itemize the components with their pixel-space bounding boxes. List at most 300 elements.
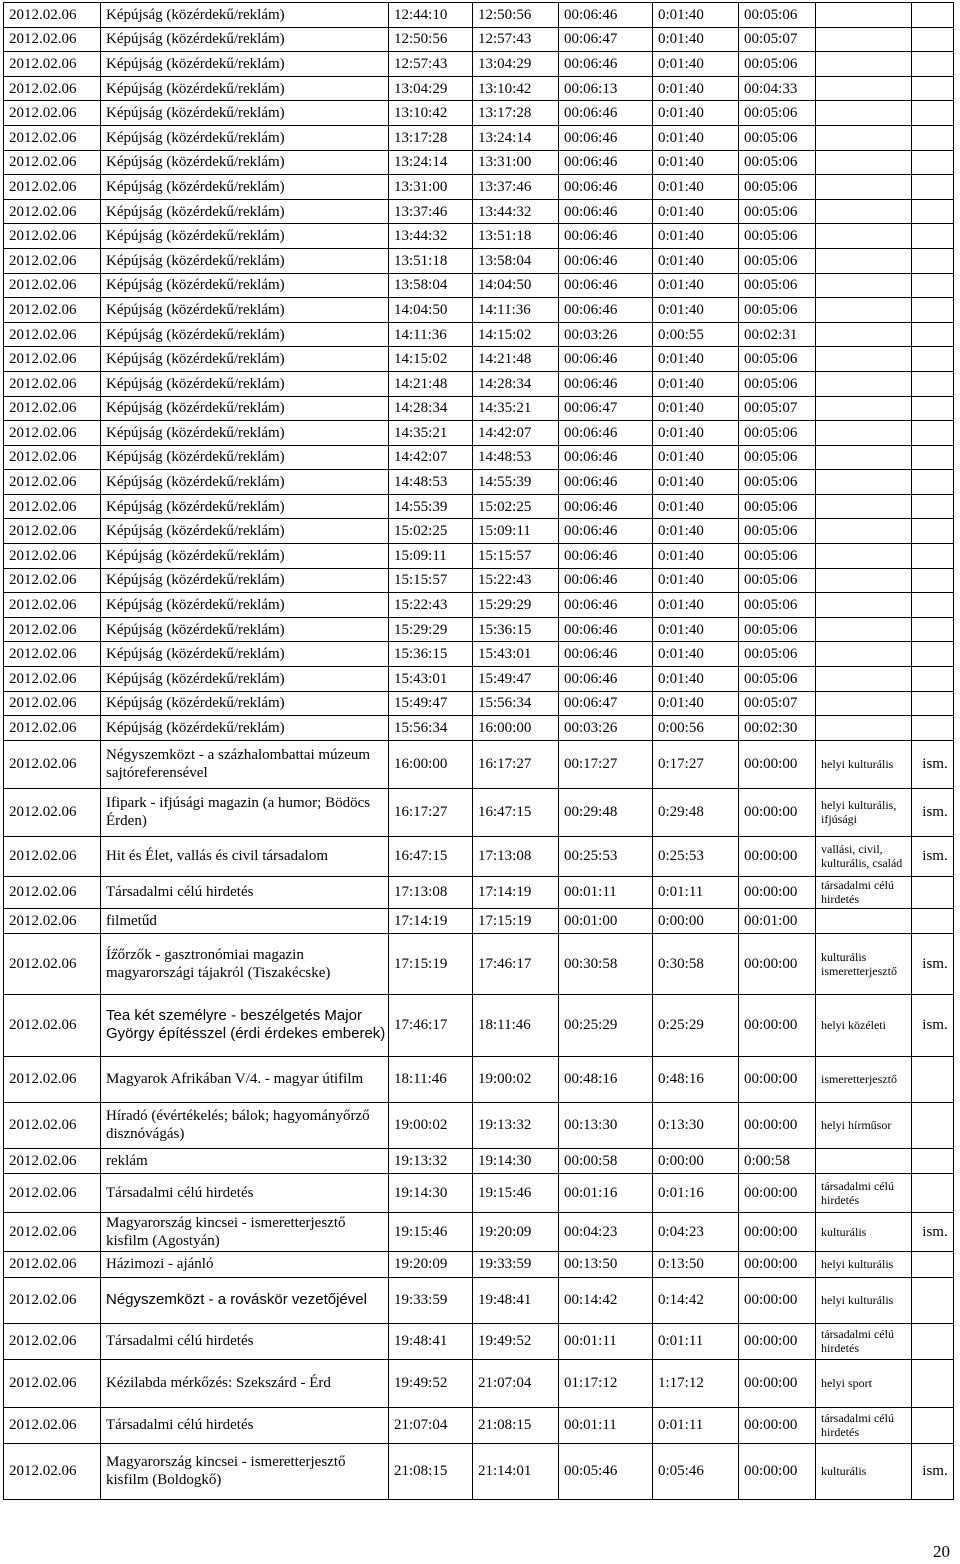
cell-end-time: 15:56:34 [473,691,559,716]
cell-rerun-flag [912,445,954,470]
cell-ad-length: 00:05:06 [739,150,816,175]
cell-ad-length: 00:00:00 [739,1212,816,1251]
cell-rerun-flag [912,273,954,298]
cell-category [816,544,912,569]
table-row [4,593,954,618]
cell-rerun-flag [912,716,954,741]
cell-ad-length: 00:05:06 [739,642,816,667]
cell-program-length: 1:17:12 [653,1359,739,1407]
cell-start-time: 13:51:18 [389,248,473,273]
cell-date: 2012.02.06 [4,298,101,323]
table-row [4,371,954,396]
cell-rerun-flag [912,593,954,618]
cell-program-title: Négyszemközt - a százhalombattai múzeum sajtóreferensével [101,740,389,788]
cell-end-time: 15:36:15 [473,617,559,642]
cell-rerun-flag [912,667,954,692]
table-row [4,322,954,347]
cell-category [816,273,912,298]
cell-start-time: 13:44:32 [389,224,473,249]
cell-start-time: 16:00:00 [389,740,473,788]
cell-end-time: 14:28:34 [473,371,559,396]
cell-rerun-flag [912,421,954,446]
table-row [4,52,954,77]
cell-start-time: 15:49:47 [389,691,473,716]
cell-category [816,1148,912,1173]
table-row [4,1277,954,1323]
cell-program-title: Ifipark - ifjúsági magazin (a humor; Bödöcs Érden) [101,788,389,836]
cell-end-time: 19:49:52 [473,1323,559,1359]
cell-program-length: 0:01:40 [653,125,739,150]
cell-duration: 01:17:12 [559,1359,653,1407]
cell-program-length: 0:00:00 [653,1148,739,1173]
cell-ad-length: 00:05:06 [739,224,816,249]
cell-program-title: Négyszemközt - a rováskör vezetőjével [101,1277,389,1323]
table-row [4,691,954,716]
cell-program-length: 0:05:46 [653,1443,739,1499]
table-row [4,3,954,28]
cell-start-time: 15:36:15 [389,642,473,667]
cell-category [816,52,912,77]
cell-start-time: 19:20:09 [389,1251,473,1277]
cell-duration: 00:06:46 [559,273,653,298]
cell-program-length: 0:48:16 [653,1056,739,1102]
cell-duration: 00:03:26 [559,716,653,741]
cell-date: 2012.02.06 [4,933,101,994]
cell-duration: 00:06:46 [559,494,653,519]
cell-start-time: 13:37:46 [389,199,473,224]
cell-rerun-flag [912,1148,954,1173]
cell-end-time: 19:48:41 [473,1277,559,1323]
cell-ad-length: 00:05:06 [739,667,816,692]
cell-end-time: 14:42:07 [473,421,559,446]
cell-date: 2012.02.06 [4,617,101,642]
cell-rerun-flag [912,544,954,569]
table-row [4,617,954,642]
cell-end-time: 12:50:56 [473,3,559,28]
cell-rerun-flag [912,876,954,908]
cell-end-time: 14:48:53 [473,445,559,470]
cell-category: helyi kulturális [816,740,912,788]
table-row [4,642,954,667]
cell-program-length: 0:01:40 [653,76,739,101]
cell-program-title: Képújság (közérdekű/reklám) [101,593,389,618]
cell-end-time: 16:47:15 [473,788,559,836]
cell-end-time: 21:08:15 [473,1407,559,1443]
cell-program-length: 0:01:40 [653,667,739,692]
cell-duration: 00:01:16 [559,1173,653,1212]
cell-duration: 00:06:46 [559,52,653,77]
cell-date: 2012.02.06 [4,371,101,396]
table-row [4,298,954,323]
cell-end-time: 13:10:42 [473,76,559,101]
cell-program-length: 0:01:40 [653,150,739,175]
cell-end-time: 14:15:02 [473,322,559,347]
cell-program-length: 0:01:40 [653,101,739,126]
cell-category [816,716,912,741]
table-row [4,667,954,692]
cell-date: 2012.02.06 [4,175,101,200]
cell-program-length: 0:01:16 [653,1173,739,1212]
cell-end-time: 14:55:39 [473,470,559,495]
cell-program-length: 0:01:40 [653,642,739,667]
cell-rerun-flag [912,347,954,372]
cell-program-title: filmetűd [101,908,389,933]
cell-category [816,27,912,52]
cell-duration: 00:06:46 [559,150,653,175]
cell-date: 2012.02.06 [4,27,101,52]
cell-program-length: 0:01:40 [653,445,739,470]
cell-program-length: 0:01:40 [653,568,739,593]
cell-date: 2012.02.06 [4,716,101,741]
cell-duration: 00:06:46 [559,470,653,495]
cell-start-time: 15:22:43 [389,593,473,618]
cell-start-time: 14:48:53 [389,470,473,495]
cell-ad-length: 00:00:00 [739,1277,816,1323]
cell-program-length: 0:01:40 [653,396,739,421]
cell-category [816,199,912,224]
cell-duration: 00:14:42 [559,1277,653,1323]
cell-rerun-flag [912,199,954,224]
cell-category [816,150,912,175]
cell-ad-length: 00:05:07 [739,396,816,421]
cell-rerun-flag [912,150,954,175]
cell-end-time: 15:09:11 [473,519,559,544]
cell-ad-length: 00:00:00 [739,1102,816,1148]
cell-date: 2012.02.06 [4,224,101,249]
table-row [4,199,954,224]
cell-ad-length: 00:05:06 [739,494,816,519]
cell-ad-length: 00:00:00 [739,933,816,994]
cell-date: 2012.02.06 [4,1056,101,1102]
cell-duration: 00:03:26 [559,322,653,347]
cell-rerun-flag: ism. [912,933,954,994]
table-row [4,568,954,593]
cell-program-title: Házimozi - ajánló [101,1251,389,1277]
cell-category [816,568,912,593]
cell-start-time: 19:00:02 [389,1102,473,1148]
table-row [4,27,954,52]
table-row [4,248,954,273]
cell-end-time: 19:33:59 [473,1251,559,1277]
table-row [4,396,954,421]
cell-duration: 00:06:46 [559,593,653,618]
cell-rerun-flag [912,298,954,323]
cell-duration: 00:25:53 [559,836,653,876]
cell-ad-length: 00:00:00 [739,876,816,908]
cell-category [816,421,912,446]
table-row [4,994,954,1056]
cell-program-title: Képújság (közérdekű/reklám) [101,544,389,569]
cell-category: helyi kulturális [816,1277,912,1323]
cell-program-length: 0:01:40 [653,224,739,249]
cell-ad-length: 00:05:07 [739,691,816,716]
cell-ad-length: 00:05:06 [739,199,816,224]
cell-ad-length: 00:05:06 [739,421,816,446]
cell-start-time: 16:47:15 [389,836,473,876]
cell-end-time: 13:04:29 [473,52,559,77]
cell-duration: 00:13:50 [559,1251,653,1277]
cell-duration: 00:06:46 [559,421,653,446]
cell-rerun-flag: ism. [912,1212,954,1251]
cell-category: társadalmi célú hirdetés [816,1407,912,1443]
cell-ad-length: 00:00:00 [739,740,816,788]
cell-program-title: Képújság (közérdekű/reklám) [101,716,389,741]
cell-duration: 00:13:30 [559,1102,653,1148]
cell-program-length: 0:01:40 [653,199,739,224]
cell-rerun-flag: ism. [912,836,954,876]
cell-end-time: 21:07:04 [473,1359,559,1407]
cell-category: helyi hírműsor [816,1102,912,1148]
cell-category: kulturális ismeretterjesztő [816,933,912,994]
cell-program-length: 0:01:11 [653,1407,739,1443]
cell-duration: 00:01:11 [559,876,653,908]
cell-category [816,347,912,372]
page-number: 20 [933,1542,950,1561]
cell-program-title: Képújság (közérdekű/reklám) [101,52,389,77]
cell-program-title: Képújság (közérdekű/reklám) [101,617,389,642]
cell-program-title: Társadalmi célú hirdetés [101,1173,389,1212]
cell-date: 2012.02.06 [4,1323,101,1359]
cell-program-length: 0:01:11 [653,1323,739,1359]
cell-start-time: 21:08:15 [389,1443,473,1499]
cell-rerun-flag [912,1102,954,1148]
table-row [4,1407,954,1443]
cell-ad-length: 00:05:06 [739,347,816,372]
table-row [4,421,954,446]
cell-ad-length: 00:05:06 [739,273,816,298]
cell-date: 2012.02.06 [4,1407,101,1443]
cell-duration: 00:06:46 [559,248,653,273]
cell-program-length: 0:01:40 [653,347,739,372]
cell-end-time: 14:11:36 [473,298,559,323]
cell-end-time: 18:11:46 [473,994,559,1056]
cell-start-time: 17:46:17 [389,994,473,1056]
cell-start-time: 15:09:11 [389,544,473,569]
table-row [4,1212,954,1251]
cell-ad-length: 00:05:06 [739,52,816,77]
cell-duration: 00:25:29 [559,994,653,1056]
cell-date: 2012.02.06 [4,691,101,716]
cell-program-title: Képújság (közérdekű/reklám) [101,519,389,544]
cell-end-time: 19:20:09 [473,1212,559,1251]
cell-category: társadalmi célú hirdetés [816,876,912,908]
cell-end-time: 13:17:28 [473,101,559,126]
table-row [4,544,954,569]
cell-program-length: 0:01:40 [653,248,739,273]
cell-program-length: 0:01:40 [653,3,739,28]
cell-date: 2012.02.06 [4,1277,101,1323]
cell-duration: 00:05:46 [559,1443,653,1499]
cell-ad-length: 00:05:06 [739,175,816,200]
cell-program-title: Képújság (közérdekű/reklám) [101,642,389,667]
cell-end-time: 14:35:21 [473,396,559,421]
cell-date: 2012.02.06 [4,150,101,175]
cell-program-title: Íz̋őrzők - gasztronómiai magazin magyarországi tájakról (Tiszakécske) [101,933,389,994]
cell-program-length: 0:01:40 [653,519,739,544]
cell-category [816,908,912,933]
cell-end-time: 13:24:14 [473,125,559,150]
cell-start-time: 12:57:43 [389,52,473,77]
cell-program-title: Képújság (közérdekű/reklám) [101,494,389,519]
cell-program-title: Képújság (közérdekű/reklám) [101,421,389,446]
cell-date: 2012.02.06 [4,347,101,372]
table-row [4,876,954,908]
table-row [4,1443,954,1499]
cell-duration: 00:06:46 [559,224,653,249]
cell-end-time: 19:15:46 [473,1173,559,1212]
cell-program-length: 0:01:40 [653,494,739,519]
cell-date: 2012.02.06 [4,788,101,836]
cell-start-time: 14:42:07 [389,445,473,470]
cell-category: társadalmi célú hirdetés [816,1173,912,1212]
cell-start-time: 12:50:56 [389,27,473,52]
cell-program-title: Magyarország kincsei - ismeretterjesztő kisfilm (Boldogkő) [101,1443,389,1499]
cell-program-title: Képújság (közérdekű/reklám) [101,101,389,126]
cell-program-title: Magyarország kincsei - ismeretterjesztő kisfilm (Agostyán) [101,1212,389,1251]
cell-start-time: 18:11:46 [389,1056,473,1102]
cell-end-time: 16:00:00 [473,716,559,741]
cell-end-time: 15:15:57 [473,544,559,569]
cell-category: társadalmi célú hirdetés [816,1323,912,1359]
cell-ad-length: 00:05:06 [739,617,816,642]
cell-category [816,371,912,396]
table-row [4,76,954,101]
cell-category [816,519,912,544]
cell-duration: 00:06:46 [559,347,653,372]
cell-rerun-flag [912,396,954,421]
cell-start-time: 13:24:14 [389,150,473,175]
cell-ad-length: 00:00:00 [739,1056,816,1102]
table-row [4,1173,954,1212]
cell-program-length: 0:01:40 [653,617,739,642]
cell-date: 2012.02.06 [4,544,101,569]
cell-program-title: Képújság (közérdekű/reklám) [101,347,389,372]
cell-end-time: 15:02:25 [473,494,559,519]
cell-rerun-flag [912,642,954,667]
cell-start-time: 14:21:48 [389,371,473,396]
cell-ad-length: 00:00:00 [739,1323,816,1359]
table-row [4,908,954,933]
cell-date: 2012.02.06 [4,322,101,347]
cell-end-time: 21:14:01 [473,1443,559,1499]
cell-rerun-flag: ism. [912,994,954,1056]
cell-program-length: 0:01:40 [653,175,739,200]
cell-category [816,445,912,470]
cell-rerun-flag [912,52,954,77]
cell-ad-length: 00:05:06 [739,371,816,396]
cell-start-time: 19:15:46 [389,1212,473,1251]
cell-program-length: 0:01:40 [653,421,739,446]
cell-program-length: 0:30:58 [653,933,739,994]
table-row [4,470,954,495]
cell-date: 2012.02.06 [4,248,101,273]
cell-program-length: 0:01:40 [653,27,739,52]
cell-duration: 00:04:23 [559,1212,653,1251]
cell-rerun-flag [912,3,954,28]
cell-category [816,248,912,273]
cell-program-length: 0:01:40 [653,273,739,298]
cell-duration: 00:06:46 [559,445,653,470]
cell-date: 2012.02.06 [4,568,101,593]
cell-program-title: Képújság (közérdekű/reklám) [101,125,389,150]
cell-category [816,494,912,519]
cell-duration: 00:06:46 [559,101,653,126]
table-row [4,1056,954,1102]
cell-date: 2012.02.06 [4,470,101,495]
cell-program-length: 0:25:53 [653,836,739,876]
cell-rerun-flag [912,470,954,495]
cell-end-time: 13:37:46 [473,175,559,200]
cell-duration: 00:17:27 [559,740,653,788]
cell-date: 2012.02.06 [4,1148,101,1173]
cell-duration: 00:06:46 [559,3,653,28]
cell-rerun-flag [912,224,954,249]
cell-start-time: 15:02:25 [389,519,473,544]
cell-date: 2012.02.06 [4,273,101,298]
cell-program-length: 0:01:40 [653,52,739,77]
cell-category [816,175,912,200]
cell-program-length: 0:04:23 [653,1212,739,1251]
cell-program-length: 0:13:30 [653,1102,739,1148]
cell-start-time: 13:17:28 [389,125,473,150]
cell-duration: 00:06:46 [559,544,653,569]
cell-end-time: 13:31:00 [473,150,559,175]
cell-end-time: 15:29:29 [473,593,559,618]
cell-ad-length: 00:00:00 [739,1251,816,1277]
table-row [4,494,954,519]
cell-date: 2012.02.06 [4,52,101,77]
cell-rerun-flag [912,519,954,544]
cell-start-time: 13:31:00 [389,175,473,200]
cell-date: 2012.02.06 [4,101,101,126]
cell-program-title: Képújság (közérdekű/reklám) [101,27,389,52]
cell-rerun-flag: ism. [912,788,954,836]
cell-ad-length: 00:05:06 [739,248,816,273]
cell-date: 2012.02.06 [4,519,101,544]
cell-start-time: 14:15:02 [389,347,473,372]
cell-category [816,617,912,642]
cell-end-time: 19:14:30 [473,1148,559,1173]
cell-duration: 00:06:46 [559,175,653,200]
cell-program-title: Hit és Élet, vallás és civil társadalom [101,836,389,876]
cell-duration: 00:06:46 [559,125,653,150]
cell-ad-length: 00:00:00 [739,788,816,836]
cell-end-time: 14:21:48 [473,347,559,372]
cell-ad-length: 00:00:00 [739,1407,816,1443]
cell-category: ismeretterjesztő [816,1056,912,1102]
cell-program-title: Képújság (közérdekű/reklám) [101,470,389,495]
cell-start-time: 13:10:42 [389,101,473,126]
cell-rerun-flag [912,76,954,101]
cell-date: 2012.02.06 [4,836,101,876]
cell-category [816,691,912,716]
cell-duration: 00:01:00 [559,908,653,933]
cell-program-length: 0:17:27 [653,740,739,788]
cell-category [816,3,912,28]
cell-end-time: 17:13:08 [473,836,559,876]
cell-rerun-flag [912,125,954,150]
cell-start-time: 15:43:01 [389,667,473,692]
cell-rerun-flag [912,494,954,519]
cell-program-title: Képújság (közérdekű/reklám) [101,568,389,593]
cell-program-length: 0:25:29 [653,994,739,1056]
cell-ad-length: 00:05:06 [739,3,816,28]
cell-end-time: 12:57:43 [473,27,559,52]
cell-program-length: 0:00:55 [653,322,739,347]
cell-date: 2012.02.06 [4,876,101,908]
cell-duration: 00:06:46 [559,519,653,544]
cell-rerun-flag [912,691,954,716]
